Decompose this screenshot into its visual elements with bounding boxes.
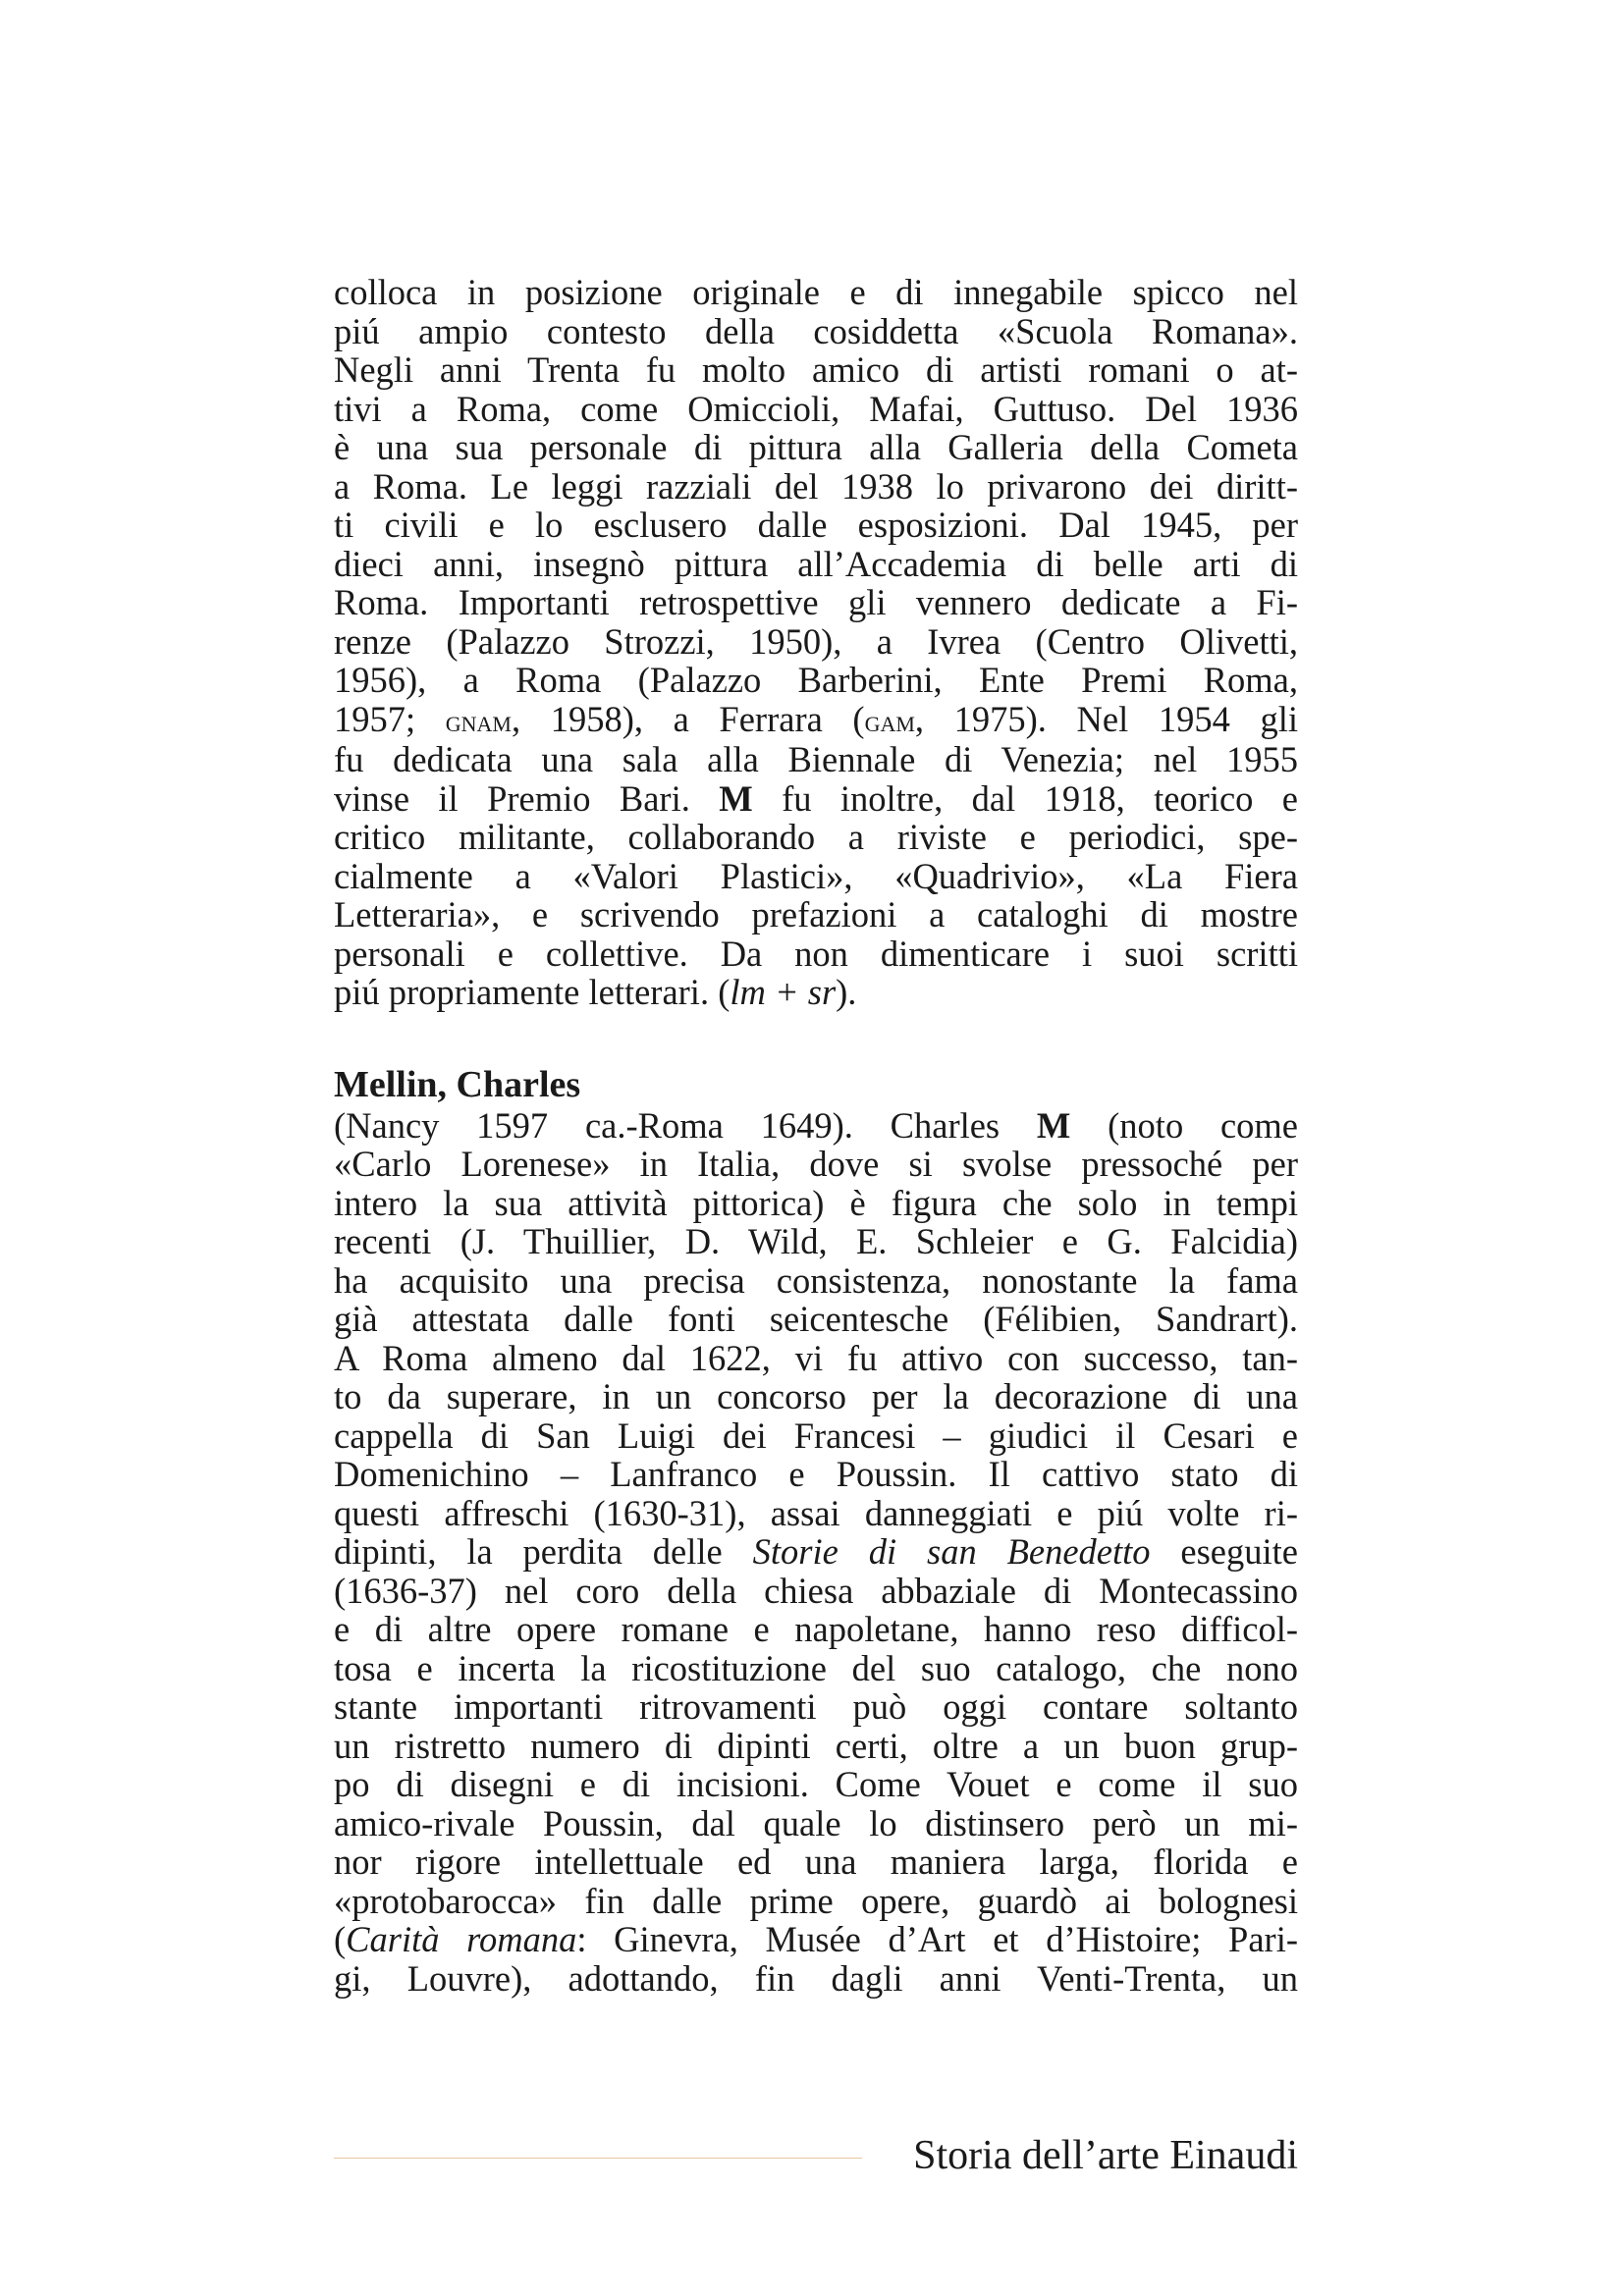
page-body	[334, 273, 1298, 1998]
text-line: «Carlo Lorenese» in Italia, dove si svolse pressoché per	[334, 1144, 1298, 1184]
text-run: : Ginevra, Musée d’Art et d’Histoire; Pari-	[576, 1919, 1298, 1959]
text-line: stante importanti ritrovamenti può oggi contare soltanto	[334, 1686, 1298, 1727]
text-run: vinse il Premio Bari.	[334, 777, 720, 819]
text-line: è una sua personale di pittura alla Galleria della Cometa	[334, 427, 1298, 467]
text-line: personali e collettive. Da non dimenticare i suoi scritti	[334, 933, 1298, 974]
text-line: Roma. Importanti retrospettive gli vennero dedicate a Fi-	[334, 582, 1298, 622]
footer-rule	[334, 2158, 862, 2159]
subject-initial: M	[1036, 1104, 1071, 1146]
text-line: a Roma. Le leggi razziali del 1938 lo privarono dei diritt-	[334, 465, 1298, 507]
page-footer	[334, 2128, 1298, 2187]
subject-initial: M	[719, 777, 753, 819]
entry-paragraph	[334, 1106, 1298, 1999]
text-run: dipinti, la perdita delle	[334, 1531, 753, 1572]
text-line: cialmente a «Valori Plastici», «Quadrivio», «La Fiera	[334, 855, 1298, 896]
text-line	[334, 1106, 1298, 1146]
abbrev-gam: gam	[864, 703, 915, 738]
text-line: ha acquisito una precisa consistenza, nonostante la fama	[334, 1259, 1298, 1301]
entry-title: Mellin, Charles	[334, 1063, 581, 1105]
text-line: piú ampio contesto della cosiddetta «Scuola Romana».	[334, 310, 1298, 351]
text-line: amico-rivale Poussin, dal quale lo distinsero però un mi-	[334, 1802, 1298, 1843]
text-line: A Roma almeno dal 1622, vi fu attivo con successo, tan-	[334, 1337, 1298, 1378]
text-line: Domenichino – Lanfranco e Poussin. Il cattivo stato di	[334, 1454, 1298, 1494]
text-line: cappella di San Luigi dei Francesi – giudici il Cesari e	[334, 1415, 1298, 1456]
text-run: (Nancy 1597 ca.-Roma 1649). Charles	[334, 1104, 1037, 1146]
text-run: , 1958), a Ferrara (	[512, 698, 865, 739]
text-line: gi, Louvre), adottando, fin dagli anni Venti-Trenta, un	[334, 1957, 1298, 1999]
text-line: questi affreschi (1630-31), assai danneggiati e piú volte ri-	[334, 1492, 1298, 1533]
text-line	[334, 973, 1298, 1012]
text-line: recenti (J. Thuillier, D. Wild, E. Schleier e G. Falcidia)	[334, 1221, 1298, 1261]
text-run: fu inoltre, dal 1918, teorico e	[752, 777, 1298, 819]
text-line: Negli anni Trenta fu molto amico di artisti romani o at-	[334, 349, 1298, 390]
text-line: Letteraria», e scrivendo prefazioni a cataloghi di mostre	[334, 894, 1298, 934]
text-run: , 1975). Nel 1954 gli	[914, 698, 1298, 739]
text-line: colloca in posizione originale e di innegabile spicco nel	[334, 272, 1298, 312]
text-run: eseguite	[1150, 1531, 1298, 1572]
text-line: renze (Palazzo Strozzi, 1950), a Ivrea (Centro Olivetti,	[334, 620, 1298, 662]
artwork-title: Storie di san Benedetto	[752, 1531, 1151, 1572]
text-run: (noto come	[1070, 1104, 1299, 1146]
text-line: intero la sua attività pittorica) è figura che solo in tempi	[334, 1182, 1298, 1223]
text-line: fu dedicata una sala alla Biennale di Venezia; nel 1955	[334, 739, 1298, 779]
text-line: (1636-37) nel coro della chiesa abbaziale di Montecassino	[334, 1570, 1298, 1611]
text-run: (	[334, 1919, 347, 1959]
abbrev-gnam: gnam	[445, 703, 512, 738]
text-line: po di disegni e di incisioni. Come Vouet e come il suo	[334, 1764, 1298, 1804]
text-line: un ristretto numero di dipinti certi, oltre a un buon grup-	[334, 1725, 1298, 1766]
text-line	[334, 1920, 1298, 1959]
text-line	[334, 779, 1298, 819]
text-run: 1957;	[334, 698, 446, 739]
text-run: piú propriamente letterari. (	[334, 972, 730, 1012]
text-line	[334, 1532, 1298, 1572]
text-line: dieci anni, insegnò pittura all’Accademia di belle arti di	[334, 543, 1298, 584]
text-line: e di altre opere romane e napoletane, hanno reso difficol-	[334, 1609, 1298, 1649]
text-line: ti civili e lo esclusero dalle esposizioni. Dal 1945, per	[334, 505, 1298, 545]
text-line: critico militante, collaborando a riviste e periodici, spe-	[334, 817, 1298, 857]
text-line: già attestata dalle fonti seicentesche (Félibien, Sandrart).	[334, 1299, 1298, 1339]
text-line: nor rigore intellettuale ed una maniera larga, florida e	[334, 1842, 1298, 1882]
text-line: tosa e incerta la ricostituzione del suo catalogo, che nono	[334, 1647, 1298, 1688]
prev-entry-paragraph	[334, 273, 1298, 1012]
text-line: 1956), a Roma (Palazzo Barberini, Ente Premi Roma,	[334, 660, 1298, 700]
author-initials: lm + sr	[730, 972, 837, 1012]
text-line: to da superare, in un concorso per la decorazione di una	[334, 1376, 1298, 1416]
text-run: ).	[836, 972, 857, 1012]
text-line: «protobarocca» fin dalle prime opere, guardò ai bolognesi	[334, 1880, 1298, 1921]
artwork-title: Carità romana	[346, 1919, 577, 1959]
footer-title: Storia dell’arte Einaudi	[913, 2133, 1298, 2178]
text-line: tivi a Roma, come Omiccioli, Mafai, Guttuso. Del 1936	[334, 388, 1298, 429]
text-line	[334, 700, 1298, 741]
